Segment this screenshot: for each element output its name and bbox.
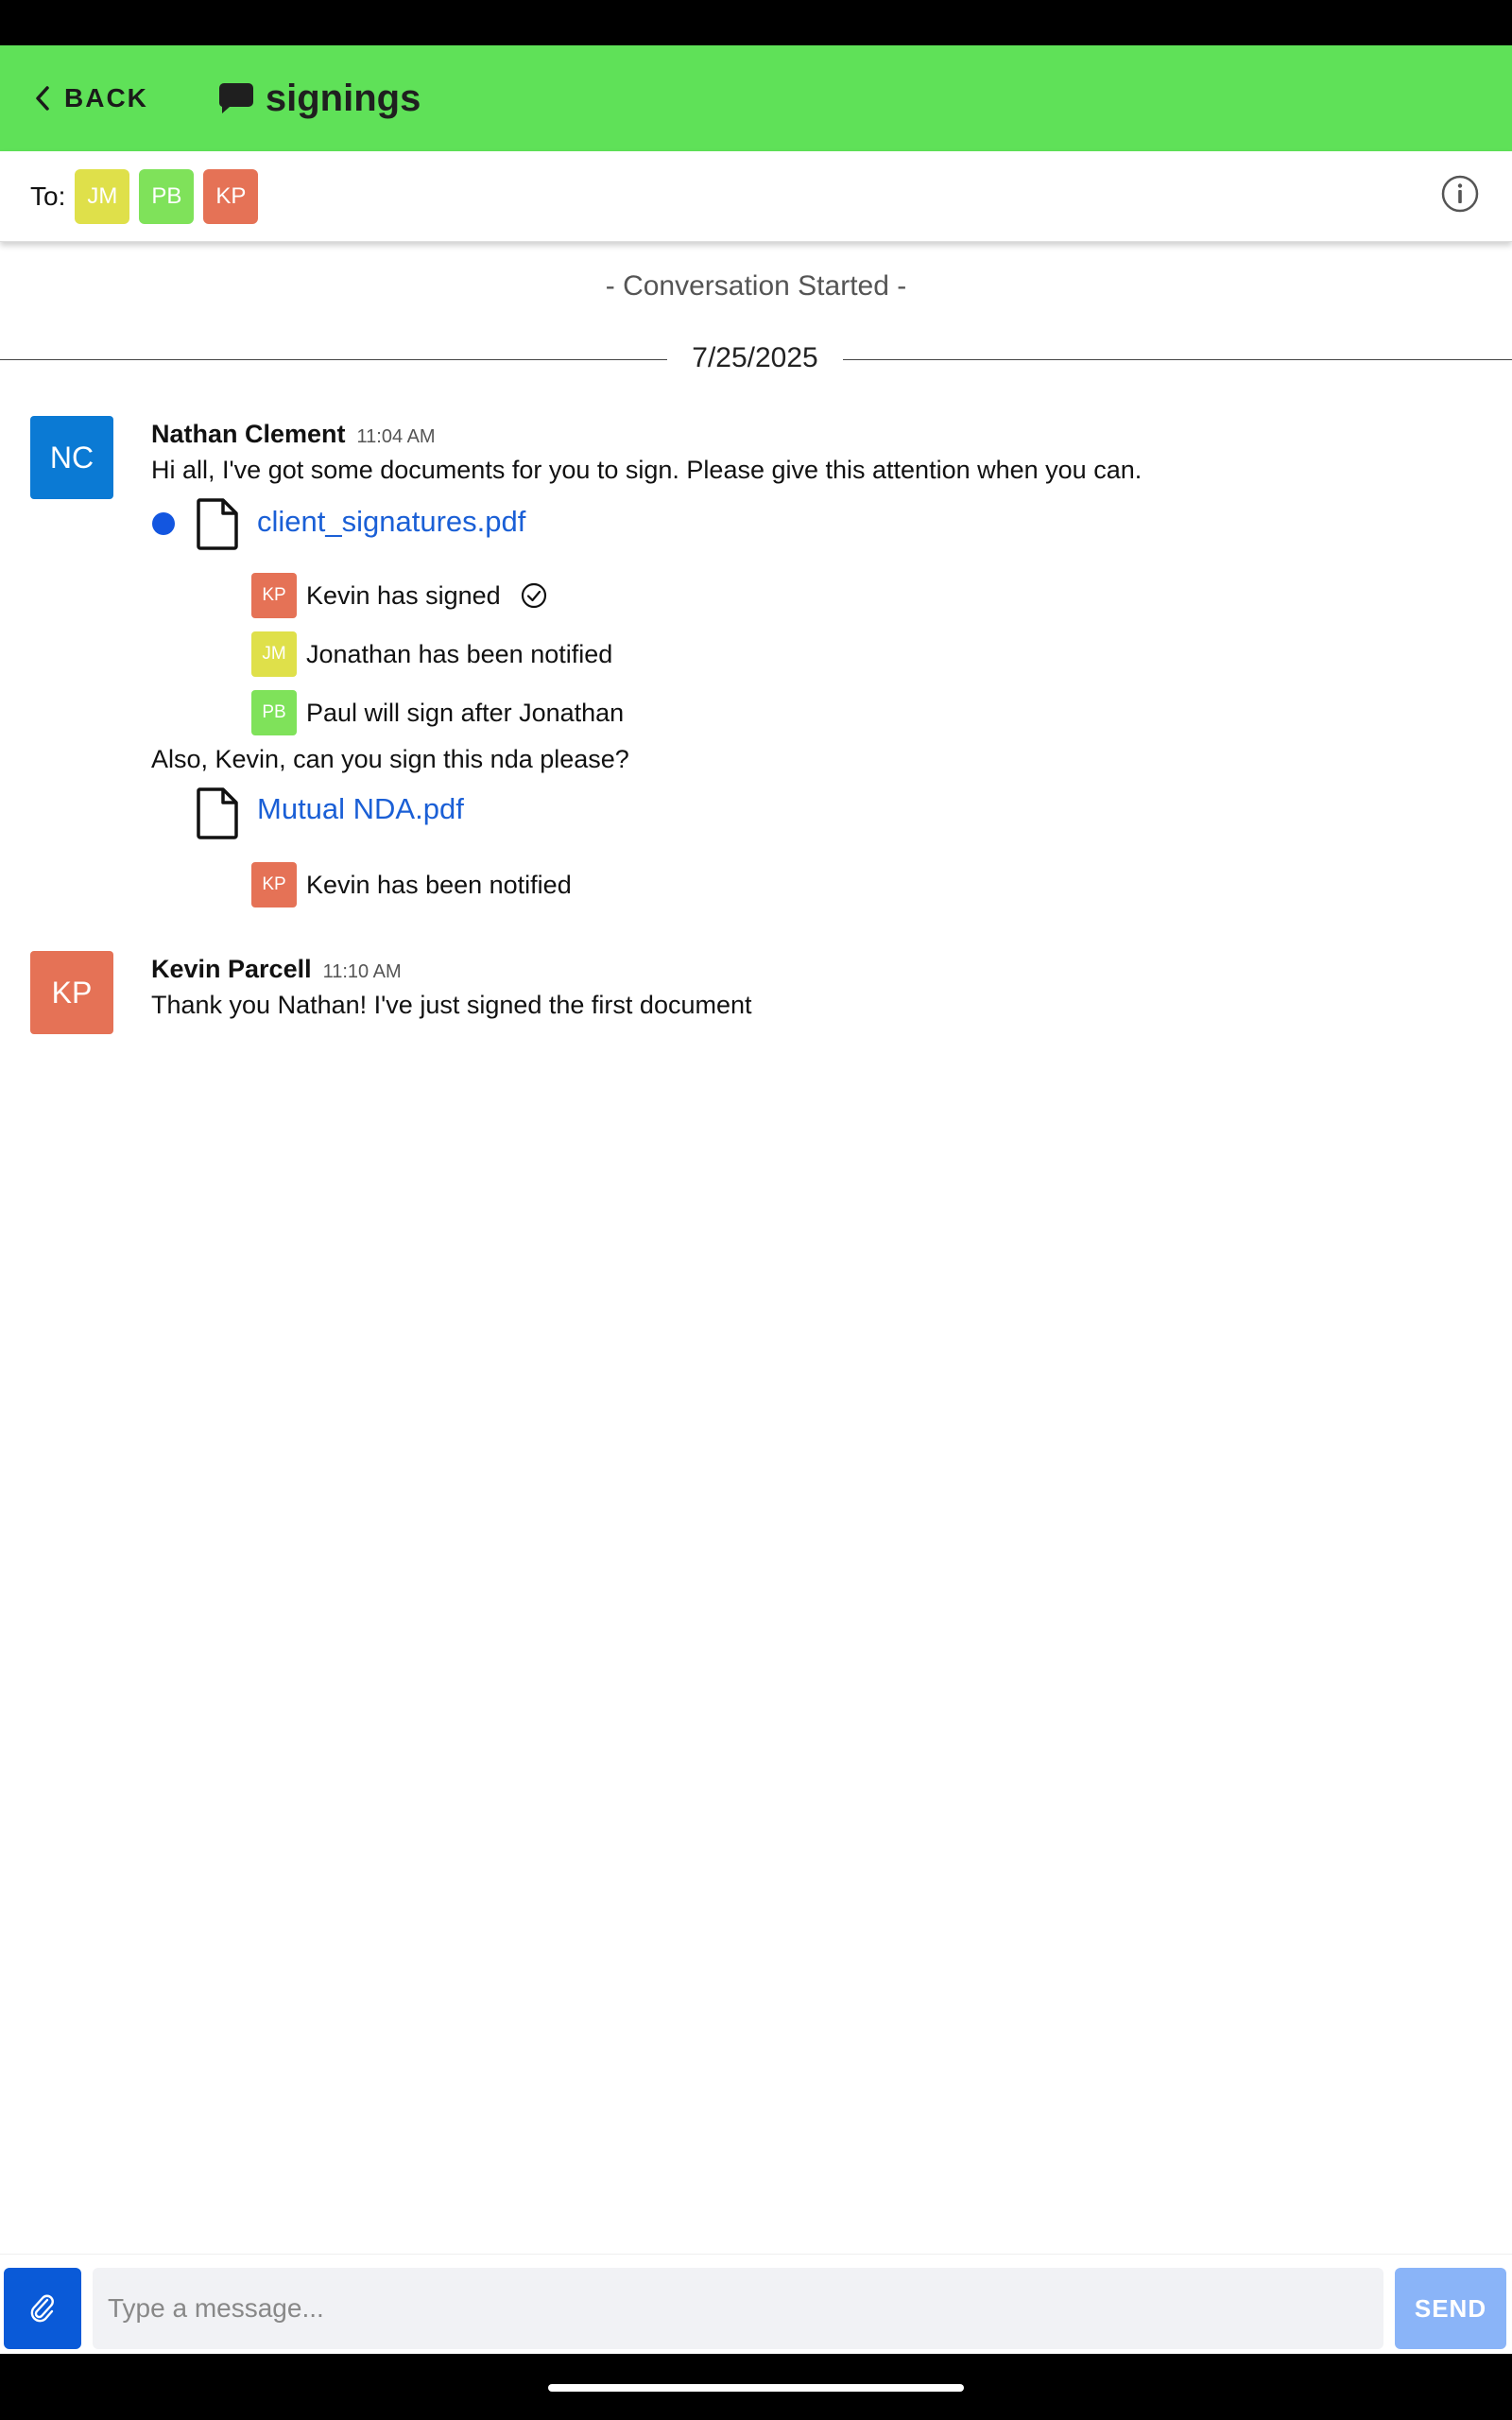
document-icon bbox=[195, 786, 240, 839]
back-label: BACK bbox=[64, 83, 148, 112]
paperclip-icon bbox=[28, 2292, 57, 2325]
signer-status: Kevin has signed bbox=[306, 580, 501, 610]
conversation-title-text: signings bbox=[265, 77, 421, 119]
signer-chip: KP bbox=[251, 573, 297, 618]
avatar[interactable]: KP bbox=[30, 951, 113, 1034]
check-circle-icon bbox=[520, 581, 548, 610]
send-button[interactable]: SEND bbox=[1395, 2268, 1506, 2349]
message-input[interactable] bbox=[93, 2268, 1383, 2349]
status-bar bbox=[0, 0, 1512, 45]
date-divider bbox=[0, 340, 1512, 378]
unread-dot bbox=[152, 512, 175, 535]
message-composer bbox=[0, 2254, 1512, 2354]
to-label: To: bbox=[30, 181, 66, 211]
back-button[interactable] bbox=[32, 83, 148, 113]
home-indicator[interactable] bbox=[548, 2384, 964, 2392]
recipients-bar bbox=[0, 151, 1512, 242]
date-label: 7/25/2025 bbox=[692, 342, 818, 373]
signer-row bbox=[251, 631, 612, 677]
sender-name: Kevin Parcell bbox=[151, 955, 312, 983]
recipient-chip-jm[interactable]: JM bbox=[75, 169, 129, 224]
message-text: Hi all, I've got some documents for you to sign. Please give this attention when you can. bbox=[151, 456, 1143, 484]
divider-line bbox=[0, 359, 667, 360]
divider-line bbox=[843, 359, 1512, 360]
chevron-left-icon bbox=[32, 84, 53, 112]
signer-row bbox=[251, 573, 548, 618]
document-icon bbox=[195, 497, 240, 550]
message-text: Also, Kevin, can you sign this nda please? bbox=[151, 745, 629, 773]
signer-chip: PB bbox=[251, 690, 297, 735]
attach-button[interactable] bbox=[4, 2268, 81, 2349]
signer-chip: KP bbox=[251, 862, 297, 908]
attachment-link[interactable]: client_signatures.pdf bbox=[257, 505, 526, 538]
signer-status: Paul will sign after Jonathan bbox=[306, 698, 625, 727]
message-timestamp: 11:04 AM bbox=[356, 426, 436, 447]
message-timestamp: 11:10 AM bbox=[322, 961, 402, 982]
message-header bbox=[151, 955, 402, 984]
signer-row bbox=[251, 690, 624, 735]
signer-status: Jonathan has been notified bbox=[306, 639, 613, 668]
conversation-started-label: - Conversation Started - bbox=[605, 270, 907, 302]
recipient-chip-pb[interactable]: PB bbox=[139, 169, 194, 224]
signer-row bbox=[251, 862, 572, 908]
app-header bbox=[0, 45, 1512, 151]
recipient-chip-kp[interactable]: KP bbox=[203, 169, 258, 224]
system-nav-bar bbox=[0, 2354, 1512, 2420]
signer-status: Kevin has been notified bbox=[306, 870, 572, 899]
chat-bubble-icon bbox=[218, 81, 254, 115]
avatar[interactable]: NC bbox=[30, 416, 113, 499]
message-text: Thank you Nathan! I've just signed the first document bbox=[151, 991, 752, 1019]
attachment-link[interactable]: Mutual NDA.pdf bbox=[257, 792, 464, 825]
info-icon[interactable] bbox=[1440, 174, 1480, 214]
conversation-title bbox=[218, 78, 421, 120]
signer-chip: JM bbox=[251, 631, 297, 677]
sender-name: Nathan Clement bbox=[151, 420, 346, 448]
message-header bbox=[151, 420, 436, 449]
